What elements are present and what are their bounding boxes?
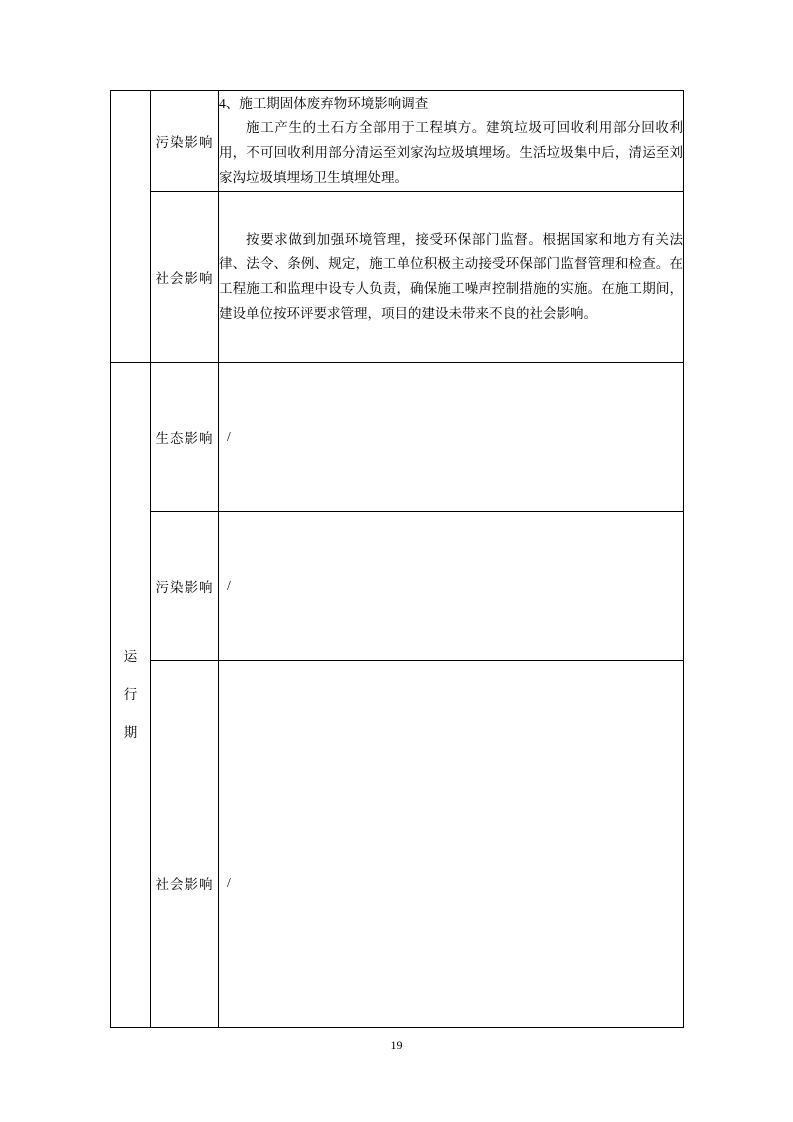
aspect-label-pollution-construction: 污染影响 [151, 91, 219, 192]
aspect-label-ecology-operation: 生态影响 [151, 363, 219, 512]
content-paragraph: 施工产生的土石方全部用于工程填方。建筑垃圾可回收利用部分回收利用，不可回收利用部分清运至刘家沟垃圾填埋场。生活垃圾集中后，清运至刘家沟垃圾填埋场卫生填埋处理。 [219, 120, 683, 185]
period-char: 行 [123, 687, 138, 702]
content-paragraph: 4、施工期固体废弃物环境影响调查 [219, 95, 429, 111]
content-cell-social-operation [219, 661, 684, 1028]
table-row [111, 363, 684, 512]
table-row [111, 192, 684, 363]
content-paragraph: / [227, 577, 231, 593]
content-cell-social-construction [219, 192, 684, 363]
table-row [111, 91, 684, 192]
table-row [111, 512, 684, 661]
period-char: 运 [123, 649, 138, 664]
period-cell-construction [111, 91, 151, 363]
content-cell-pollution-operation [219, 512, 684, 661]
content-cell-pollution-construction [219, 91, 684, 192]
period-char: 期 [123, 725, 138, 740]
content-paragraph: / [227, 874, 231, 890]
page-number: 19 [390, 1038, 403, 1052]
environmental-impact-table [110, 90, 684, 1028]
content-paragraph: / [227, 428, 231, 444]
aspect-label-social-construction: 社会影响 [151, 192, 219, 363]
table-row [111, 661, 684, 1028]
content-cell-ecology-operation [219, 363, 684, 512]
content-paragraph: 按要求做到加强环境管理，接受环保部门监督。根据国家和地方有关法律、法令、条例、规定，施工单位积极主动接受环保部门监督管理和检查。在工程施工和监理中设专人负责，确保施工噪声控制措施的实施。在施工期间，建设单位按环评要求管理，项目的建设未带来不良的社会影响。 [219, 231, 683, 321]
aspect-label-social-operation: 社会影响 [151, 661, 219, 1028]
aspect-label-pollution-operation: 污染影响 [151, 512, 219, 661]
period-cell-operation [111, 363, 151, 1028]
